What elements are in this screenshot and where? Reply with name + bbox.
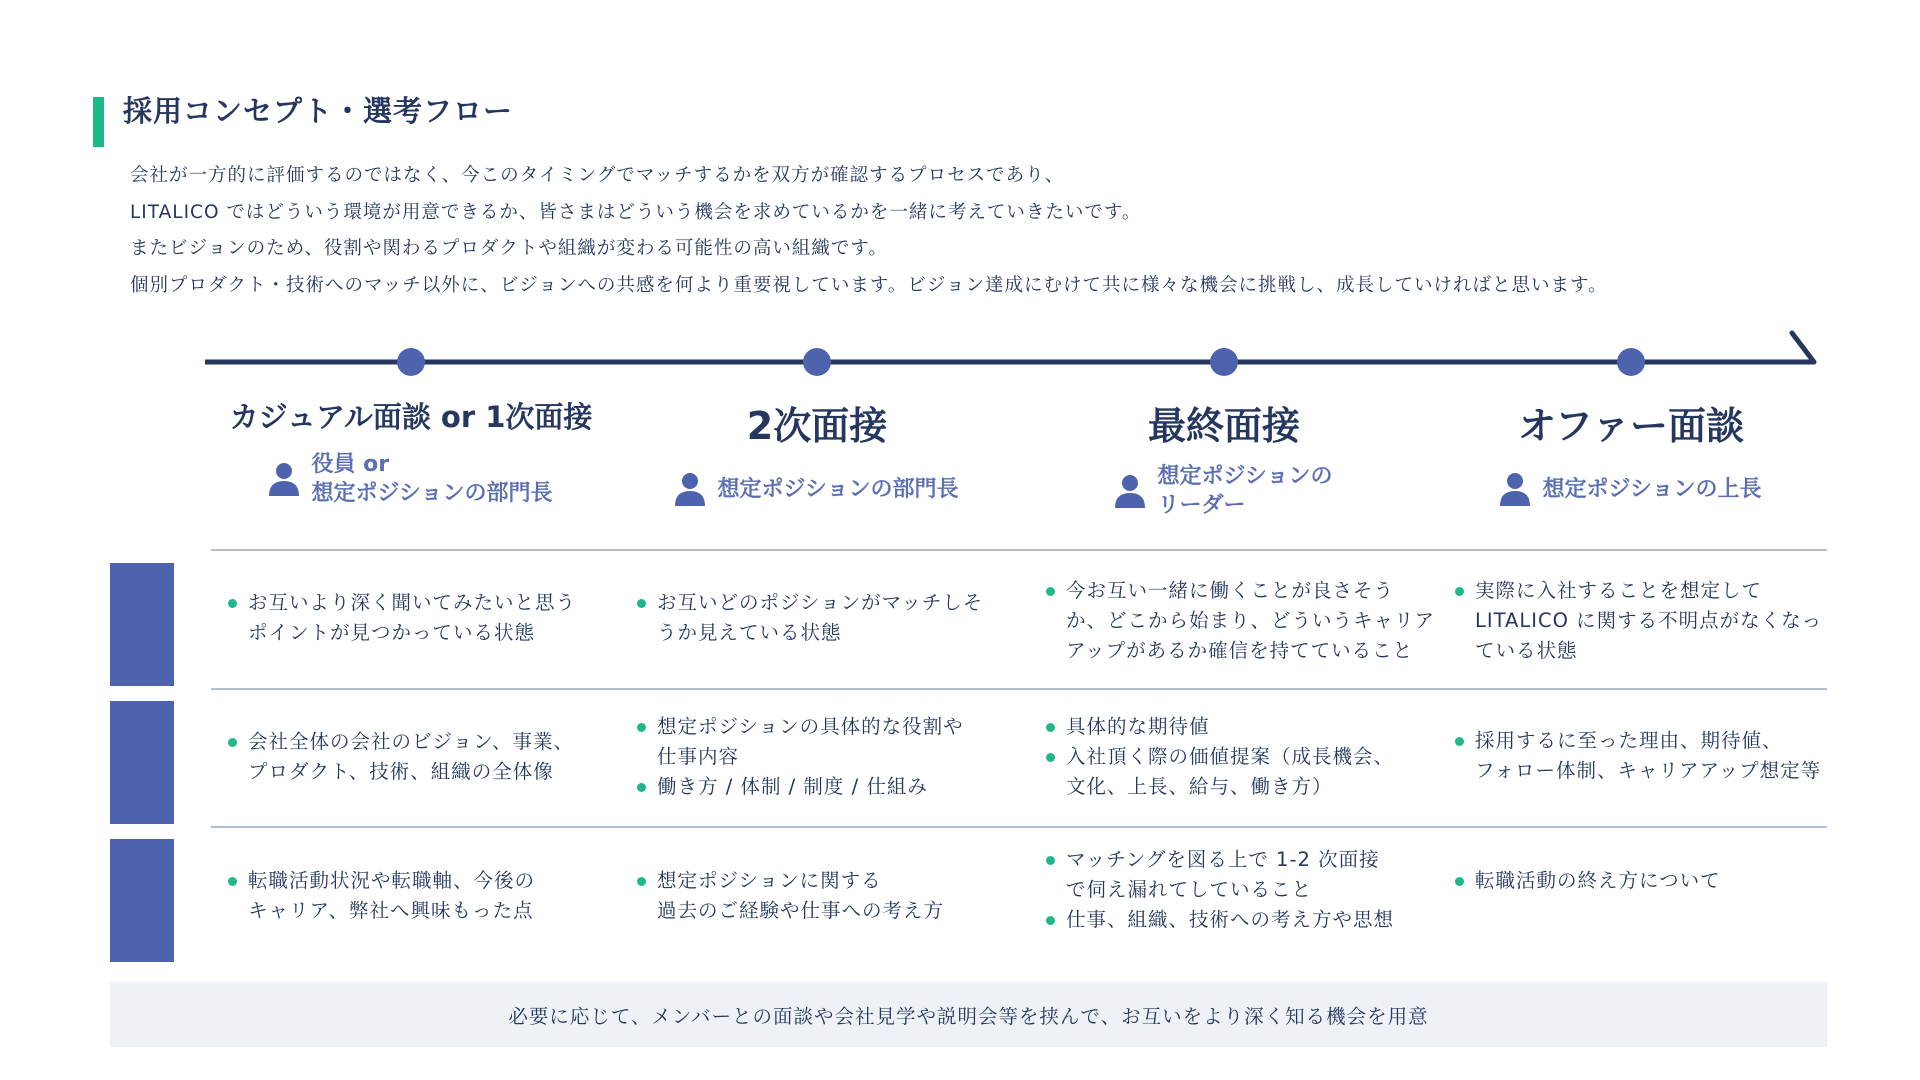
stage-offer-meeting: [1431, 395, 1831, 506]
list-item: [637, 712, 1027, 772]
row-header-block: [110, 839, 174, 962]
list-item: [1046, 576, 1436, 666]
list-item-text: 採用するに至った理由、期待値、 フォロー体制、キャリアアップ想定等: [1475, 729, 1822, 782]
stage-title: 2次面接: [746, 404, 888, 448]
stage-person: [1024, 462, 1424, 520]
stage-person-label: 想定ポジションの リーダー: [1157, 464, 1333, 518]
list-item: [637, 866, 1027, 926]
bullet-icon: [1046, 587, 1055, 596]
bullet-icon: [228, 738, 237, 747]
stage-casual-interview: [211, 395, 611, 508]
bullet-icon: [228, 877, 237, 886]
table-cell: [1455, 726, 1835, 786]
bullet-icon: [1455, 877, 1464, 886]
person-icon: [269, 462, 299, 496]
table-cell: [228, 588, 618, 648]
row-header-block: [110, 563, 174, 686]
timeline-dot: [803, 348, 831, 376]
bullet-icon: [637, 723, 646, 732]
bullet-icon: [1046, 856, 1055, 865]
intro-line: LITALICO ではどういう環境が用意できるか、皆さまはどういう機会を求めているかを一緒に考えていきたいです。: [130, 201, 1142, 223]
bullet-icon: [228, 599, 237, 608]
bullet-icon: [637, 877, 646, 886]
list-item: [1455, 726, 1835, 786]
list-item: [228, 866, 618, 926]
list-item-text: 転職活動の終え方について: [1475, 869, 1721, 892]
table-cell: [1046, 712, 1436, 802]
stage-title: 最終面接: [1147, 404, 1300, 448]
list-item-text: 仕事、組織、技術への考え方や思想: [1066, 908, 1395, 931]
bullet-icon: [1455, 587, 1464, 596]
stage-second-interview: [617, 395, 1017, 506]
table-cell: [1046, 576, 1436, 666]
stage-person-label: 役員 or 想定ポジションの部門長: [311, 452, 553, 506]
footer-note: 必要に応じて、メンバーとの面談や会社見学や説明会等を挟んで、お互いをより深く知る機会を用意: [110, 982, 1827, 1047]
page-title: 採用コンセプト・選考フロー: [123, 94, 514, 128]
row-divider: [211, 688, 1827, 690]
intro-text: [130, 158, 1830, 304]
table-cell: [1455, 866, 1845, 896]
bullet-icon: [1046, 916, 1055, 925]
stage-title: オファー面談: [1517, 404, 1745, 448]
list-item: [1046, 712, 1436, 742]
bullet-icon: [1455, 737, 1464, 746]
timeline-dot: [397, 348, 425, 376]
table-cell: [228, 727, 618, 787]
row-divider: [211, 549, 1827, 551]
stage-person: [211, 450, 611, 508]
list-item-text: 具体的な期待値: [1066, 715, 1210, 738]
title-accent-bar: [93, 97, 104, 147]
stage-final-interview: [1024, 395, 1424, 520]
intro-line: 会社が一方的に評価するのではなく、今このタイミングでマッチするかを双方が確認するプロセスであり、: [130, 165, 1065, 186]
table-cell: [1455, 576, 1845, 666]
list-item-text: 入社頂く際の価値提案（成長機会、 文化、上長、給与、働き方）: [1066, 745, 1395, 798]
list-item-text: 転職活動状況や転職軸、今後の キャリア、弊社へ興味もった点: [248, 869, 536, 922]
list-item-text: お互いどのポジションがマッチしそ うか見えている状態: [657, 591, 984, 644]
row-divider: [211, 826, 1827, 828]
table-cell: [637, 712, 1027, 802]
table-cell: [1046, 845, 1436, 935]
bullet-icon: [1046, 753, 1055, 762]
timeline-dot: [1210, 348, 1238, 376]
bullet-icon: [637, 599, 646, 608]
table-cell: [637, 866, 1027, 926]
list-item-text: 今お互い一緒に働くことが良さそう か、どこから始まり、どういうキャリア アップがあるか確信を持てていること: [1066, 579, 1436, 662]
list-item-text: 実際に入社することを想定して LITALICO に関する不明点がなくなっ ている状態: [1475, 579, 1823, 662]
list-item: [1455, 576, 1845, 666]
list-item: [1046, 845, 1436, 905]
stage-title: カジュアル面談 or 1次面接: [229, 400, 593, 434]
stage-person-label: 想定ポジションの上長: [1542, 476, 1762, 502]
list-item: [1046, 905, 1436, 935]
bullet-icon: [637, 783, 646, 792]
list-item-text: お互いより深く聞いてみたいと思う ポイントが見つかっている状態: [248, 591, 577, 644]
list-item: [637, 772, 1027, 802]
person-icon: [1115, 474, 1145, 508]
list-item-text: 会社全体の会社のビジョン、事業、 プロダクト、技術、組織の全体像: [248, 730, 575, 783]
stage-person: [1431, 472, 1831, 506]
list-item: [228, 588, 618, 648]
intro-line: 個別プロダクト・技術へのマッチ以外に、ビジョンへの共感を何より重要視しています。ビジョン達成にむけて共に様々な機会に挑戦し、成長していければと思います。: [130, 274, 1608, 296]
list-item: [637, 588, 1027, 648]
row-header-block: [110, 701, 174, 824]
bullet-icon: [1046, 723, 1055, 732]
person-icon: [1500, 472, 1530, 506]
table-cell: [228, 866, 618, 926]
list-item: [228, 727, 618, 787]
list-item-text: 働き方 / 体制 / 制度 / 仕組み: [657, 775, 928, 798]
stage-person-label: 想定ポジションの部門長: [717, 476, 959, 502]
table-cell: [637, 588, 1027, 648]
intro-line: またビジョンのため、役割や関わるプロダクトや組織が変わる可能性の高い組織です。: [130, 238, 888, 259]
timeline-dot: [1617, 348, 1645, 376]
list-item-text: 想定ポジションの具体的な役割や 仕事内容: [657, 715, 964, 768]
timeline-arrowhead: [1792, 333, 1814, 362]
list-item: [1455, 866, 1845, 896]
stage-person: [617, 472, 1017, 506]
person-icon: [675, 472, 705, 506]
list-item-text: 想定ポジションに関する 過去のご経験や仕事への考え方: [657, 869, 945, 922]
list-item: [1046, 742, 1436, 802]
list-item-text: マッチングを図る上で 1-2 次面接 で伺え漏れてしていること: [1066, 848, 1380, 901]
